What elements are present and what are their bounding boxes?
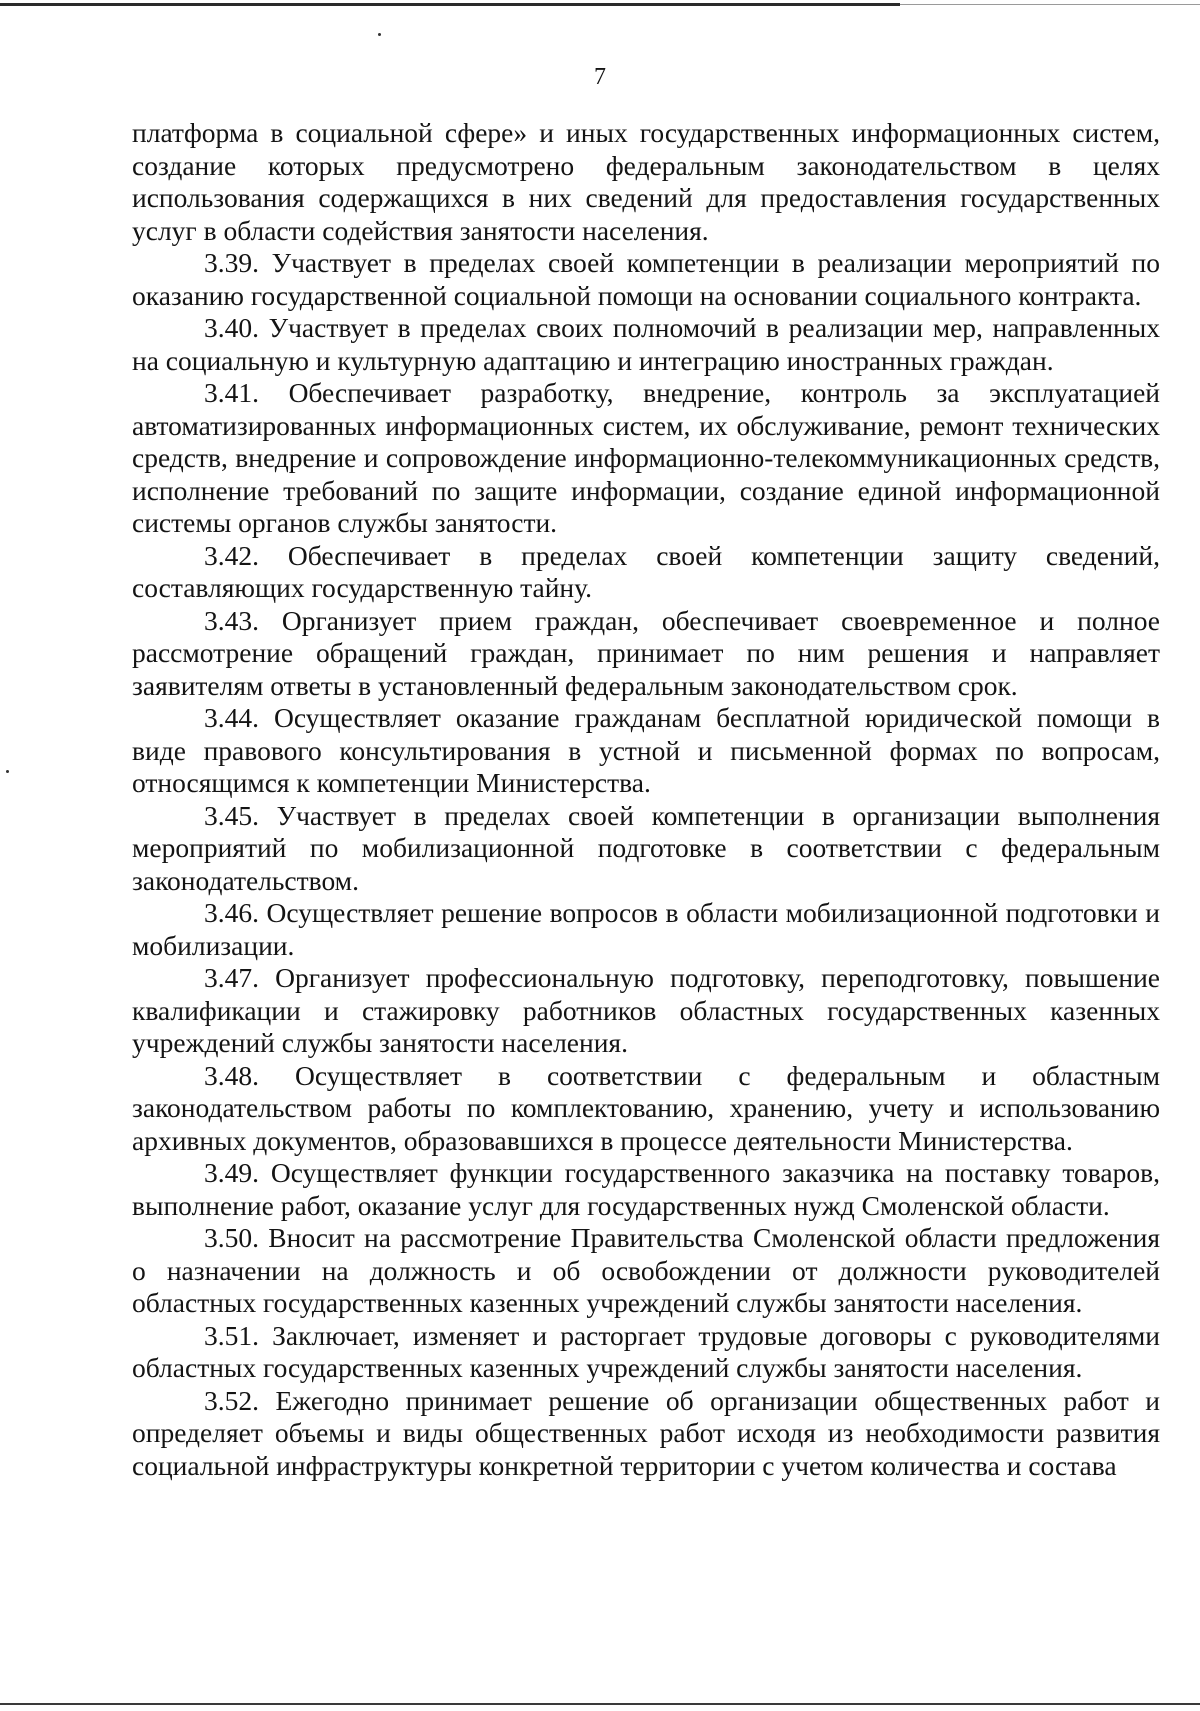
paragraph-continuation: платформа в социальной сфере» и иных государственных информационных систем, создание которых предусмотрено федеральным законодательством в целях использования содержащихся в них сведений для предоставления государственных услуг в области содействия занятости населения. — [132, 117, 1160, 246]
paragraph-3-52: 3.52. Ежегодно принимает решение об организации общественных работ и определяет объемы и виды общественных работ исходя из необходимости развития социальной инфраструктуры конкретной территории с учетом количества и состава — [132, 1384, 1160, 1481]
scan-speck — [6, 770, 9, 773]
scan-speck — [378, 33, 381, 36]
paragraph-3-45: 3.45. Участвует в пределах своей компетенции в организации выполнения мероприятий по мобилизационной подготовке в соответствии с федеральным законодательством. — [132, 799, 1160, 896]
page-number: 7 — [594, 64, 606, 90]
paragraph-3-46: 3.46. Осуществляет решение вопросов в области мобилизационной подготовки и мобилизации. — [132, 897, 1160, 961]
scan-edge-top — [0, 3, 900, 6]
paragraph-3-44: 3.44. Осуществляет оказание гражданам бесплатной юридической помощи в виде правового консультирования в устной и письменной формах по вопросам, относящимся к компетенции Министерства. — [132, 702, 1160, 798]
paragraph-3-47: 3.47. Организует профессиональную подготовку, переподготовку, повышение квалификации и стажировку работников областных государственных казенных учреждений службы занятости населения. — [132, 962, 1160, 1058]
paragraph-3-50: 3.50. Вносит на рассмотрение Правительства Смоленской области предложения о назначении на должность и об освобождении от должности руководителей областных государственных казенных учреждений службы занятости населения. — [132, 1222, 1160, 1318]
paragraph-3-48: 3.48. Осуществляет в соответствии с федеральным и областным законодательством работы по комплектованию, хранению, учету и использованию архивных документов, образовавшихся в процессе деятельности Министерства. — [132, 1059, 1160, 1156]
document-body — [132, 117, 1160, 1482]
paragraph-3-39: 3.39. Участвует в пределах своей компетенции в реализации мероприятий по оказанию государственной социальной помощи на основании социального контракта. — [132, 247, 1160, 311]
scan-edge-bottom — [0, 1703, 1200, 1705]
paragraph-3-42: 3.42. Обеспечивает в пределах своей компетенции защиту сведений, составляющих государственную тайну. — [132, 539, 1160, 603]
paragraph-3-41: 3.41. Обеспечивает разработку, внедрение, контроль за эксплуатацией автоматизированных информационных систем, их обслуживание, ремонт технических средств, внедрение и сопровождение информационно-телекоммуникационных средств, исполнение требований по защите информации, создание единой информационной системы органов службы занятости. — [132, 377, 1160, 538]
paragraph-3-40: 3.40. Участвует в пределах своих полномочий в реализации мер, направленных на социальную и культурную адаптацию и интеграцию иностранных граждан. — [132, 312, 1160, 376]
paragraph-3-51: 3.51. Заключает, изменяет и расторгает трудовые договоры с руководителями областных государственных казенных учреждений службы занятости населения. — [132, 1319, 1160, 1383]
scan-edge-top-faint — [900, 4, 1200, 5]
paragraph-3-49: 3.49. Осуществляет функции государственного заказчика на поставку товаров, выполнение работ, оказание услуг для государственных нужд Смоленской области. — [132, 1157, 1160, 1221]
paragraph-3-43: 3.43. Организует прием граждан, обеспечивает своевременное и полное рассмотрение обращений граждан, принимает по ним решения и направляет заявителям ответы в установленный федеральным законодательством срок. — [132, 604, 1160, 701]
